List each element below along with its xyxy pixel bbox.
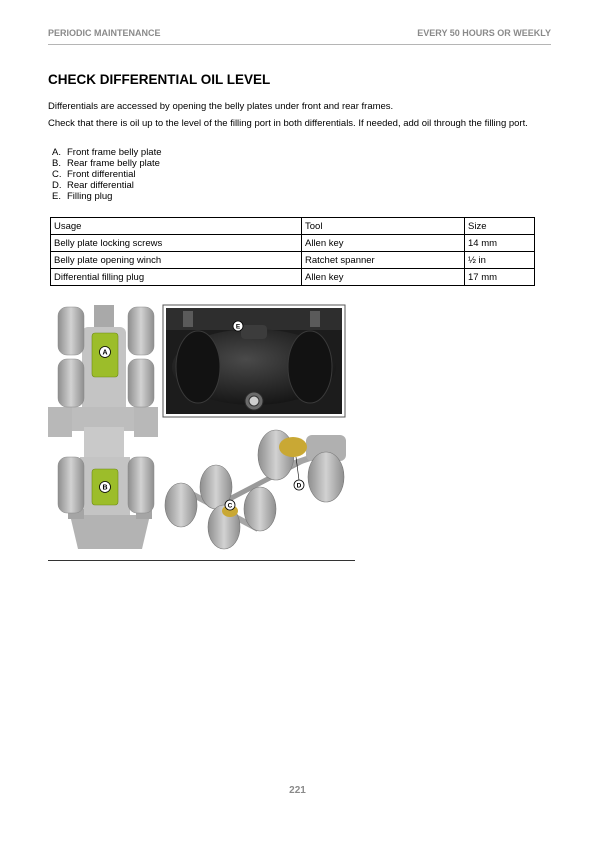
legend-item: B. Rear frame belly plate	[52, 158, 160, 169]
table-cell: Differential filling plug	[51, 269, 302, 286]
legend-list	[52, 147, 162, 202]
table-header-row	[51, 218, 535, 235]
legend-item: D. Rear differential	[52, 180, 134, 191]
callout-b	[100, 482, 111, 493]
table-cell: 17 mm	[465, 269, 535, 286]
table-row	[51, 269, 535, 286]
tools-table	[50, 217, 535, 286]
header-usage: Usage	[51, 218, 302, 235]
page-title: CHECK DIFFERENTIAL OIL LEVEL	[48, 72, 271, 87]
drivetrain-3d-view	[165, 430, 346, 549]
callout-a	[100, 347, 111, 358]
figure-divider	[48, 560, 355, 561]
legend-item: C. Front differential	[52, 169, 136, 180]
table-cell: ½ in	[465, 252, 535, 269]
table-row	[51, 252, 535, 269]
table-cell: Belly plate locking screws	[51, 235, 302, 252]
header-interval: EVERY 50 HOURS OR WEEKLY	[417, 28, 551, 38]
svg-text:C: C	[227, 502, 233, 510]
svg-text:E: E	[235, 323, 241, 331]
svg-text:D: D	[296, 482, 302, 490]
table-row	[51, 235, 535, 252]
legend-item: E. Filling plug	[52, 191, 113, 202]
svg-text:B: B	[102, 484, 108, 492]
instruction-paragraph: Check that there is oil up to the level of the filling port in both differentials. If needed, add oil through the filling port.	[48, 118, 528, 129]
differential-figure	[48, 297, 355, 559]
differential-photo	[163, 305, 345, 417]
page-header	[48, 28, 551, 45]
svg-text:A: A	[102, 349, 108, 357]
table-cell: Allen key	[302, 269, 465, 286]
header-size: Size	[465, 218, 535, 235]
table-cell: Ratchet spanner	[302, 252, 465, 269]
page-number: 221	[289, 785, 306, 796]
callout-e	[233, 321, 243, 331]
table-cell: Allen key	[302, 235, 465, 252]
header-tool: Tool	[302, 218, 465, 235]
table-cell: 14 mm	[465, 235, 535, 252]
header-section: PERIODIC MAINTENANCE	[48, 28, 161, 38]
machine-top-view	[48, 305, 158, 549]
callout-c	[225, 500, 235, 510]
legend-item: A. Front frame belly plate	[52, 147, 162, 158]
intro-paragraph: Differentials are accessed by opening the belly plates under front and rear frames.	[48, 101, 394, 112]
table-cell: Belly plate opening winch	[51, 252, 302, 269]
